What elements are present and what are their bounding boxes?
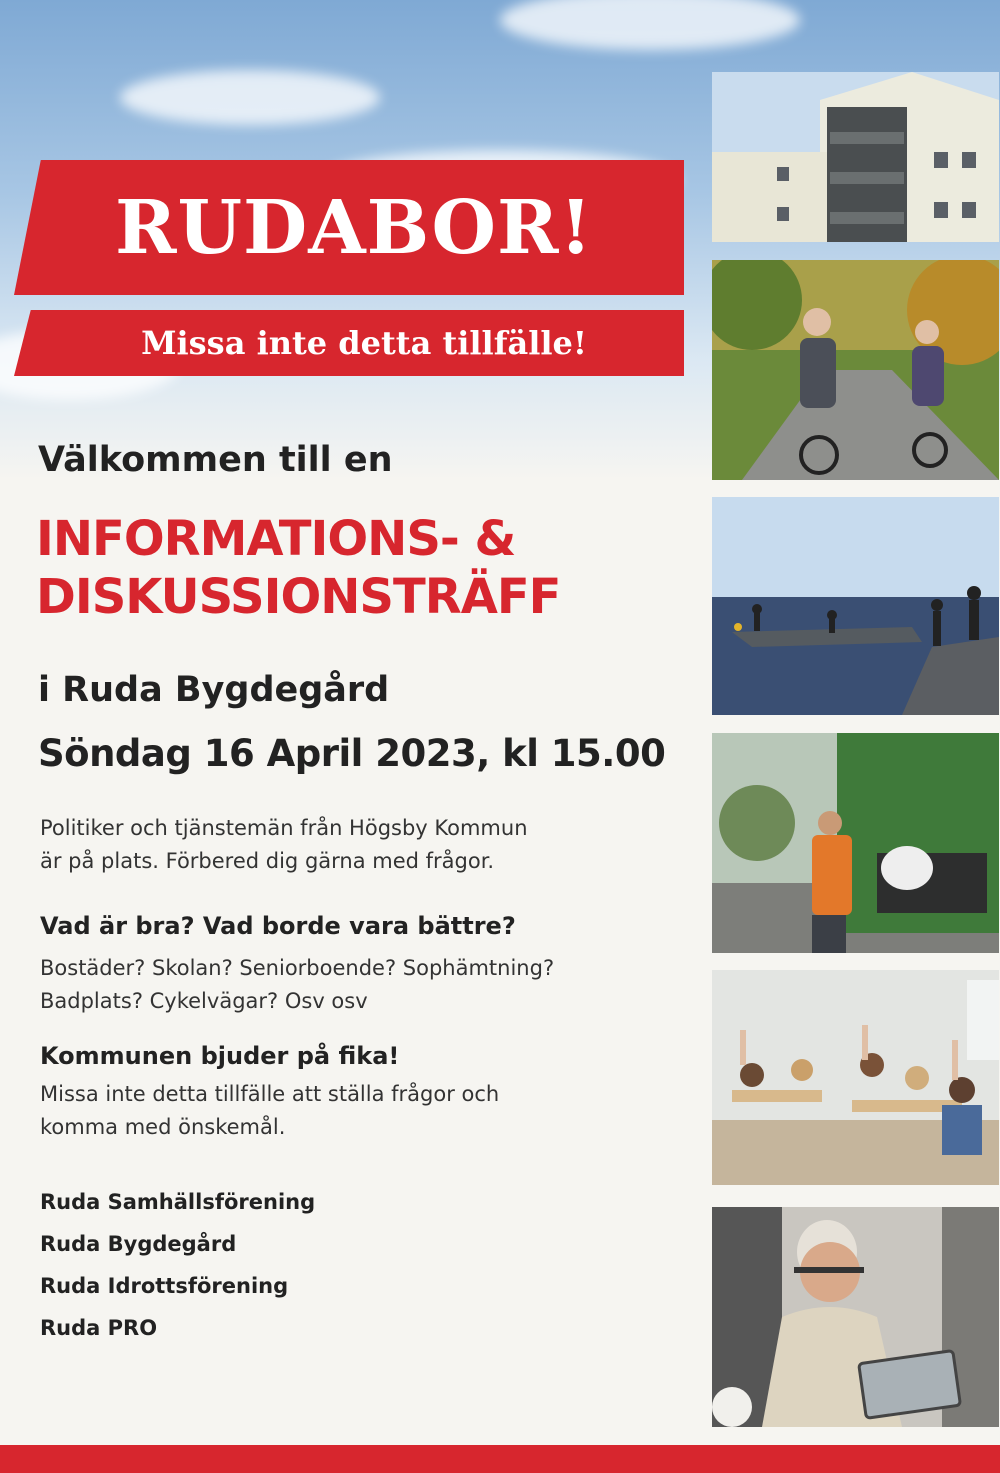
questions-heading: Vad är bra? Vad borde vara bättre? <box>40 912 516 940</box>
event-datetime: Söndag 16 April 2023, kl 15.00 <box>38 732 666 775</box>
fika-heading: Kommunen bjuder på fika! <box>40 1042 400 1070</box>
intro-line-2: är på plats. Förbered dig gärna med frågor. <box>40 849 495 873</box>
organizer-item: Ruda Idrottsförening <box>40 1274 289 1298</box>
event-headline <box>36 510 560 626</box>
headline-line-1: INFORMATIONS- & <box>36 511 516 567</box>
organizer-list <box>40 1188 315 1356</box>
banner-subtitle: Missa inte detta tillfälle! <box>141 324 587 362</box>
questions-line-2: Badplats? Cykelvägar? Osv osv <box>40 989 368 1013</box>
bottom-red-bar <box>0 1445 1000 1473</box>
fika-line-1: Missa inte detta tillfälle att ställa frågor och <box>40 1082 500 1106</box>
intro-line-1: Politiker och tjänstemän från Högsby Kommun <box>40 816 528 840</box>
fika-paragraph <box>40 1078 499 1144</box>
questions-paragraph <box>40 952 554 1018</box>
questions-line-1: Bostäder? Skolan? Seniorboende? Sophämtning? <box>40 956 555 980</box>
cyclists-photo <box>712 260 999 480</box>
senior-with-tablet-photo <box>712 1207 999 1427</box>
fika-line-2: komma med önskemål. <box>40 1115 286 1139</box>
cloud <box>500 0 800 50</box>
event-location: i Ruda Bygdegård <box>38 670 390 710</box>
classroom-photo <box>712 970 999 1185</box>
headline-line-2: DISKUSSIONSTRÄFF <box>36 569 561 625</box>
welcome-text: Välkommen till en <box>38 440 393 480</box>
organizer-item: Ruda Samhällsförening <box>40 1190 316 1214</box>
intro-paragraph <box>40 812 528 878</box>
cloud <box>120 70 380 125</box>
organizer-item: Ruda Bygdegård <box>40 1232 237 1256</box>
organizer-item: Ruda PRO <box>40 1316 158 1340</box>
swimming-dock-photo <box>712 497 999 715</box>
banner-title: RUDABOR! <box>115 184 593 271</box>
apartment-building-photo <box>712 72 999 242</box>
garbage-collection-photo <box>712 733 999 953</box>
